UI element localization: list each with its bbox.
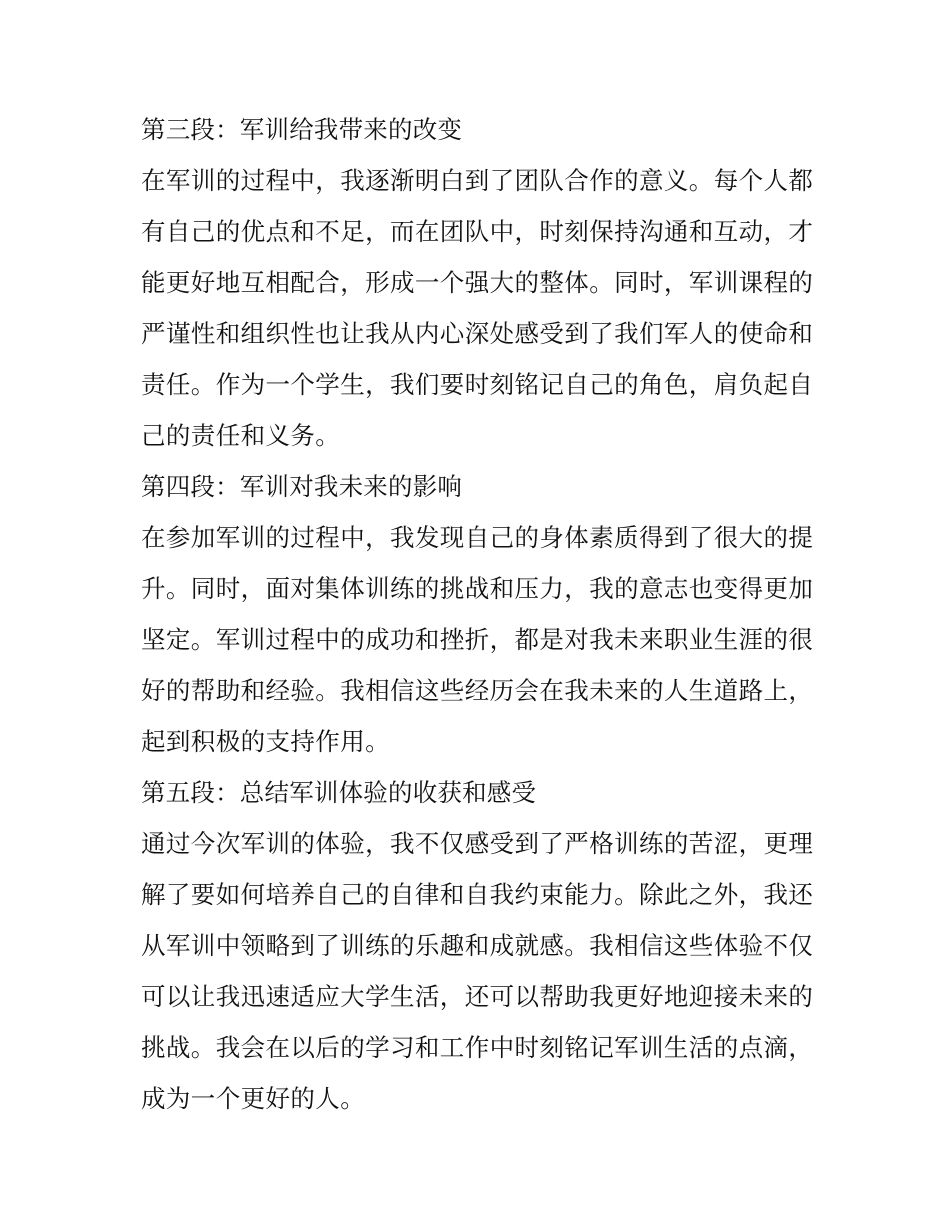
paragraph-line: 有自己的优点和不足，而在团队中，时刻保持沟通和互动，才 <box>141 217 814 246</box>
paragraph-line: 严谨性和组织性也让我从内心深处感受到了我们军人的使命和 <box>141 319 814 348</box>
paragraph-line: 在军训的过程中，我逐渐明白到了团队合作的意义。每个人都 <box>141 166 814 195</box>
paragraph-line: 坚定。军训过程中的成功和挫折，都是对我未来职业生涯的很 <box>141 625 814 654</box>
paragraph-line: 在参加军训的过程中，我发现自己的身体素质得到了很大的提 <box>141 523 814 552</box>
section-heading: 第三段：军训给我带来的改变 <box>141 115 463 144</box>
paragraph-line: 能更好地互相配合，形成一个强大的整体。同时，军训课程的 <box>141 268 814 297</box>
paragraph-line: 起到积极的支持作用。 <box>141 727 390 756</box>
paragraph-line: 从军训中领略到了训练的乐趣和成就感。我相信这些体验不仅 <box>141 931 814 960</box>
document-body <box>141 104 813 1124</box>
paragraph-line: 成为一个更好的人。 <box>141 1084 366 1113</box>
paragraph-line: 责任。作为一个学生，我们要时刻铭记自己的角色，肩负起自 <box>141 370 814 399</box>
paragraph-line: 好的帮助和经验。我相信这些经历会在我未来的人生道路上， <box>141 676 814 705</box>
paragraph-line: 挑战。我会在以后的学习和工作中时刻铭记军训生活的点滴， <box>141 1033 814 1062</box>
paragraph-line: 己的责任和义务。 <box>141 421 341 450</box>
paragraph-line: 升。同时，面对集体训练的挑战和压力，我的意志也变得更加 <box>141 574 814 603</box>
section-heading: 第五段：总结军训体验的收获和感受 <box>141 778 537 807</box>
paragraph-line: 解了要如何培养自己的自律和自我约束能力。除此之外，我还 <box>141 880 814 909</box>
paragraph-line: 通过今次军训的体验，我不仅感受到了严格训练的苦涩，更理 <box>141 829 814 858</box>
paragraph-line: 可以让我迅速适应大学生活，还可以帮助我更好地迎接未来的 <box>141 982 814 1011</box>
section-heading: 第四段：军训对我未来的影响 <box>141 472 463 501</box>
